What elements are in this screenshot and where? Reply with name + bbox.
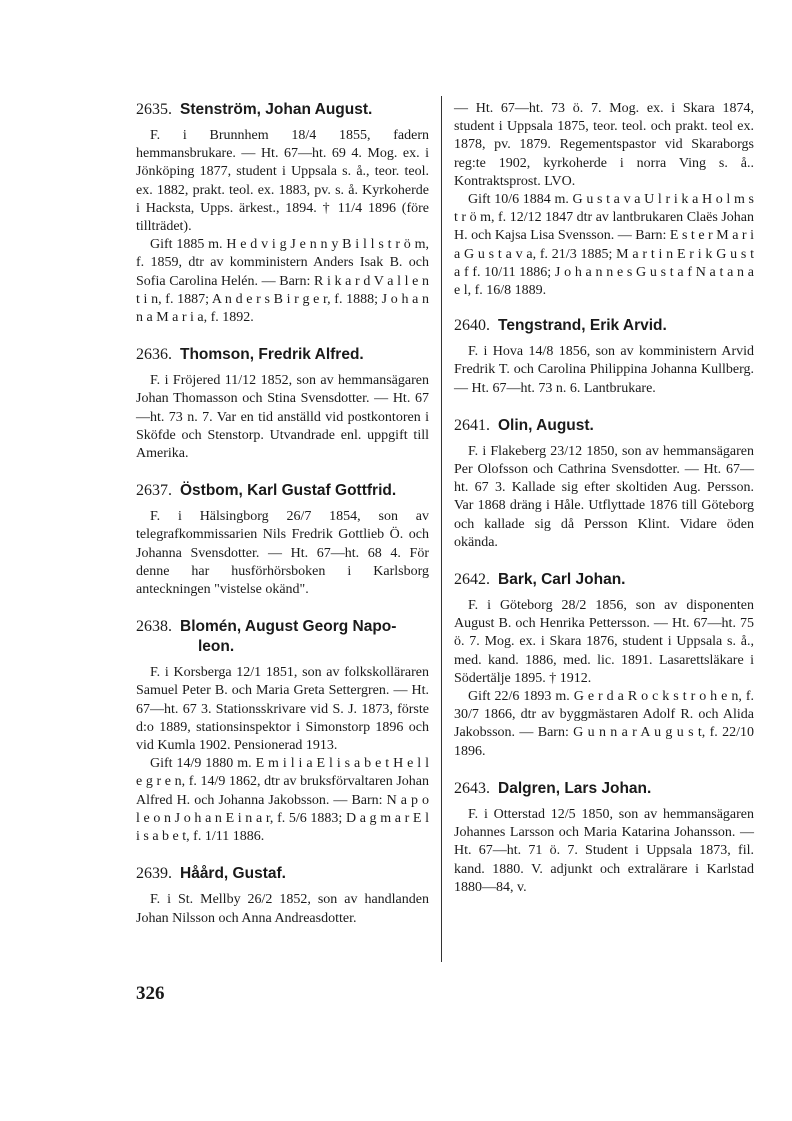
entry-heading (136, 617, 429, 657)
entry-number: 2637. (136, 482, 172, 500)
entry-heading (454, 316, 754, 336)
entry-2638 (136, 617, 429, 846)
entry-paragraph: F. i Hova 14/8 1856, son av komministern Arvid Fredrik T. och Carolina Philippina Johanna Kullberg. — Ht. 67—ht. 73 n. 6. Lantbrukare. (454, 344, 754, 396)
entry-2635 (136, 100, 429, 327)
entry-heading (136, 345, 429, 365)
entry-paragraph: F. i Hälsingborg 26/7 1854, son av telegrafkommissarien Nils Fredrik Gottlieb Ö. och Johanna Svensdotter. — Ht. 67—ht. 68 4. För denne har husförhörsboken i Karlsborg anteckningen "vistelse okänd". (136, 509, 429, 598)
column-divider (441, 96, 442, 962)
entry-name: Stenström, Johan August. (180, 101, 373, 118)
entry-paragraph: Gift 10/6 1884 m. G u s t a v a U l r i k a H o l m s t r ö m, f. 12/12 1847 dtr av lantbrukaren Claës Johan H. och Kajsa Lisa Svensson. — Barn: E s t e r M a r i a G u s t a v a, f. 21/3 1885; M a r t i n E r i k G u s t a f f. 10/11 1886; J o h a n n e s G u s t a f N a t a n a e l, f. 16/8 1889. (454, 192, 754, 299)
entry-number: 2641. (454, 416, 490, 434)
entry-number: 2635. (136, 101, 172, 118)
entry-paragraph: F. i Otterstad 12/5 1850, son av hemmansägaren Johannes Larsson och Maria Katarina Johansson. — Ht. 67—ht. 71 ö. 7. Student i Uppsala 1873, fil. kand. 1880. V. adjunkt och extralärare i Karlstad 1880—84, v. (454, 806, 754, 895)
entry-paragraph: F. i Flakeberg 23/12 1850, son av hemmansägaren Per Olofsson och Cathrina Svensdotter. — Ht. 67—ht. 67 3. Kallade sig efter skoltiden Aug. Persson. Var 1868 dräng i Håle. Utflyttade 1876 till Göteborg och kallade sig då Persson Klint. Vidare öden okända. (454, 443, 754, 550)
entry-2640 (454, 316, 754, 398)
entry-heading (454, 570, 754, 590)
entry-2642 (454, 570, 754, 761)
entry-paragraph: F. i St. Mellby 26/2 1852, son av handlanden Johan Nilsson och Anna Andreasdotter. (136, 892, 429, 926)
entry-paragraph: F. i Korsberga 12/1 1851, son av folkskolläraren Samuel Peter B. och Maria Greta Settergren. — Ht. 67—ht. 67 3. Stationsskrivare vid S. J. 1873, förste d:o 1889, stationsinspektor i Simonstorp 1896 och vid Kumla 1902. Pensionerad 1913. (136, 665, 429, 754)
entry-2639 (136, 864, 429, 927)
entry-paragraph: — Ht. 67—ht. 73 ö. 7. Mog. ex. i Skara 1874, student i Uppsala 1875, teor. teol. och prakt. teol ex. 1878, pv. 1879. Regementspastor vid Skaraborgs reg:te 1902, kyrkoherde i norra Ving s. å.. Kontraktsprost. LVO. (454, 101, 754, 189)
right-column (454, 100, 754, 915)
entry-heading (136, 100, 429, 120)
entry-number: 2638. (136, 618, 172, 636)
entry-2637 (136, 481, 429, 599)
entry-number: 2643. (454, 779, 490, 797)
entry-heading (136, 864, 429, 884)
entry-paragraph: F. i Göteborg 28/2 1856, son av disponenten August B. och Henrika Pettersson. — Ht. 67—ht. 75 ö. 7. Mog. ex. i Skara 1876, student i Uppsala s. å., med. kand. 1886, med. lic. 1891. Lasarettsläkare i Södertälje 1895. † 1912. (454, 598, 754, 686)
entry-name: Blomén, August Georg Napo- (180, 618, 397, 636)
entry-name: Olin, August. (498, 416, 594, 434)
entry-name: Håård, Gustaf. (180, 865, 286, 883)
entry-name: Dalgren, Lars Johan. (498, 779, 652, 797)
entry-name: Östbom, Karl Gustaf Gottfrid. (180, 482, 397, 500)
entry-name: Tengstrand, Erik Arvid. (498, 317, 667, 335)
entry-heading (454, 779, 754, 799)
entry-paragraph: F. i Brunnhem 18/4 1855, fadern hemmansbrukare. — Ht. 67—ht. 69 4. Mog. ex. i Jönköping 1877, student i Uppsala s. å., teor. teol. ex. 1882, prakt. teol. ex. 1883, pv. s. å. Kyrkoherde i Hacksta, Upps. ärkest., 1894. † 11/4 1896 (före tillträdet). (136, 128, 429, 235)
entry-2636 (136, 345, 429, 463)
entry-number: 2639. (136, 865, 172, 883)
entry-name: Thomson, Fredrik Alfred. (180, 346, 364, 364)
entry-2643 (454, 779, 754, 897)
entry-2641 (454, 416, 754, 552)
entry-paragraph: Gift 1885 m. H e d v i g J e n n y B i l l s t r ö m, f. 1859, dtr av komministern Anders Isak B. och Sofia Carolina Helén. — Barn: R i k a r d V a l l e n t i n, f. 1887; A n d e r s B i r g e r, f. 1888; J o h a n n a M a r i a, f. 1892. (136, 237, 429, 326)
entry-name-continued: leon. (198, 638, 235, 656)
entry-paragraph: Gift 14/9 1880 m. E m i l i a E l i s a b e t H e l l e g r e n, f. 14/9 1862, dtr av bruksförvaltaren Johan Alfred H. och Johanna Jakobsson. — Barn: N a p o l e o n J o h a n E i n a r, f. 5/6 1883; D a g m a r E l i s a b e t, f. 1/11 1886. (136, 756, 429, 845)
entry-heading (454, 416, 754, 436)
entry-number: 2640. (454, 317, 490, 335)
entry-number: 2642. (454, 571, 490, 589)
entry-heading (136, 481, 429, 501)
entry-name: Bark, Carl Johan. (498, 571, 626, 589)
entry-number: 2636. (136, 346, 172, 364)
entry-paragraph: F. i Fröjered 11/12 1852, son av hemmansägaren Johan Thomasson och Stina Svensdotter. — Ht. 67—ht. 73 n. 7. Var en tid anställd vid postkontoren i Sköfde och Stenstorp. Utvandrade enl. uppgift till Amerika. (136, 373, 429, 462)
page-number: 326 (136, 983, 165, 1004)
entry-2639-continued (454, 100, 754, 300)
entry-paragraph: Gift 22/6 1893 m. G e r d a R o c k s t r o h e n, f. 30/7 1866, dtr av byggmästaren Adolf R. och Alida Jakobsson. — Barn: G u n n a r A u g u s t, f. 22/10 1896. (454, 689, 754, 759)
left-column (136, 100, 429, 946)
